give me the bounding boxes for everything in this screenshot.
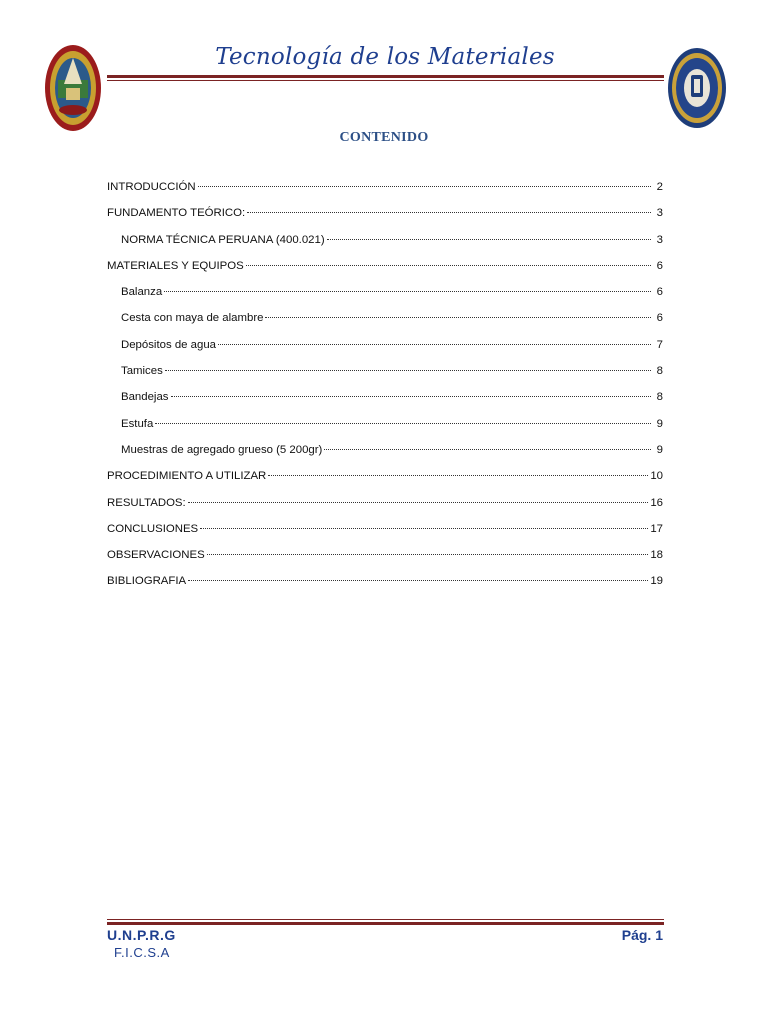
toc-entry-label: Depósitos de agua xyxy=(121,338,216,351)
toc-entry-label: PROCEDIMIENTO A UTILIZAR xyxy=(107,470,267,483)
toc-entry[interactable] xyxy=(107,418,663,444)
toc-dot-leader xyxy=(268,475,648,476)
header-rule xyxy=(107,75,664,78)
toc-entry-label: Bandejas xyxy=(121,391,169,404)
footer-rule xyxy=(107,922,664,925)
toc-entry-label: BIBLIOGRAFIA xyxy=(107,575,187,588)
footer-page-number: Pág. 1 xyxy=(621,927,663,943)
toc-entry[interactable] xyxy=(107,391,663,417)
toc-entry[interactable] xyxy=(107,444,663,470)
toc-entry-page: 3 xyxy=(656,207,663,220)
toc-entry-page: 17 xyxy=(650,522,663,535)
toc-dot-leader xyxy=(327,239,651,240)
toc-dot-leader xyxy=(207,554,649,555)
toc-entry[interactable] xyxy=(107,181,663,207)
toc-entry-page: 6 xyxy=(656,286,663,299)
toc-entry-page: 8 xyxy=(656,391,663,404)
toc-entry-page: 16 xyxy=(650,496,663,509)
toc-entry[interactable] xyxy=(107,260,663,286)
toc-entry-page: 19 xyxy=(650,575,663,588)
toc-dot-leader xyxy=(188,502,649,503)
toc-entry-page: 10 xyxy=(650,470,663,483)
toc-entry-label: INTRODUCCIÓN xyxy=(107,181,196,193)
toc-entry-page: 2 xyxy=(656,181,663,193)
footer-institution: U.N.P.R.G xyxy=(107,927,176,943)
footer-rule-thin xyxy=(107,919,664,920)
toc-entry-page: 3 xyxy=(656,233,663,246)
toc-entry-label: MATERIALES Y EQUIPOS xyxy=(107,259,244,272)
toc-entry[interactable] xyxy=(107,339,663,365)
toc-dot-leader xyxy=(218,344,651,345)
contents-heading: CONTENIDO xyxy=(339,130,429,145)
toc-dot-leader xyxy=(198,186,651,187)
toc-dot-leader xyxy=(247,212,651,213)
header-rule-thin xyxy=(107,80,664,81)
toc-entry[interactable] xyxy=(107,497,663,523)
toc-entry-page: 8 xyxy=(656,365,663,378)
toc-entry[interactable] xyxy=(107,365,663,391)
footer-faculty: F.I.C.S.A xyxy=(114,945,170,960)
toc-dot-leader xyxy=(171,396,652,397)
toc-entry-page: 18 xyxy=(650,549,663,562)
toc-entry-page: 9 xyxy=(656,443,663,456)
toc-entry-label: Estufa xyxy=(121,417,154,430)
faculty-seal-logo xyxy=(667,47,727,129)
toc-entry-page: 6 xyxy=(656,259,663,272)
toc-entry-label: CONCLUSIONES xyxy=(107,522,199,535)
toc-dot-leader xyxy=(164,291,651,292)
toc-entry[interactable] xyxy=(107,312,663,338)
toc-entry-label: RESULTADOS: xyxy=(107,496,186,509)
toc-dot-leader xyxy=(265,317,651,318)
toc-dot-leader xyxy=(165,370,651,371)
toc-entry-label: Cesta con maya de alambre xyxy=(121,312,264,325)
document-title: Tecnología de los Materiales xyxy=(215,44,555,70)
toc-entry-page: 7 xyxy=(656,338,663,351)
toc-entry-page: 9 xyxy=(656,417,663,430)
toc-entry-label: Muestras de agregado grueso (5 200gr) xyxy=(121,443,323,456)
toc-entry-label: NORMA TÉCNICA PERUANA (400.021) xyxy=(121,233,325,246)
toc-entry-label: OBSERVACIONES xyxy=(107,549,205,562)
toc-dot-leader xyxy=(188,580,648,581)
toc-entry[interactable] xyxy=(107,234,663,260)
toc-entry[interactable] xyxy=(107,523,663,549)
toc-entry-label: Tamices xyxy=(121,365,163,378)
university-seal-logo xyxy=(44,44,102,132)
table-of-contents xyxy=(107,181,663,602)
toc-entry-label: Balanza xyxy=(121,286,163,299)
toc-dot-leader xyxy=(246,265,651,266)
toc-dot-leader xyxy=(324,449,651,450)
toc-entry-page: 6 xyxy=(656,312,663,325)
toc-entry[interactable] xyxy=(107,549,663,575)
toc-entry[interactable] xyxy=(107,286,663,312)
toc-entry-label: FUNDAMENTO TEÓRICO: xyxy=(107,207,246,220)
toc-entry[interactable] xyxy=(107,207,663,233)
toc-dot-leader xyxy=(155,423,651,424)
toc-dot-leader xyxy=(200,528,648,529)
toc-entry[interactable] xyxy=(107,470,663,496)
toc-entry[interactable] xyxy=(107,575,663,601)
